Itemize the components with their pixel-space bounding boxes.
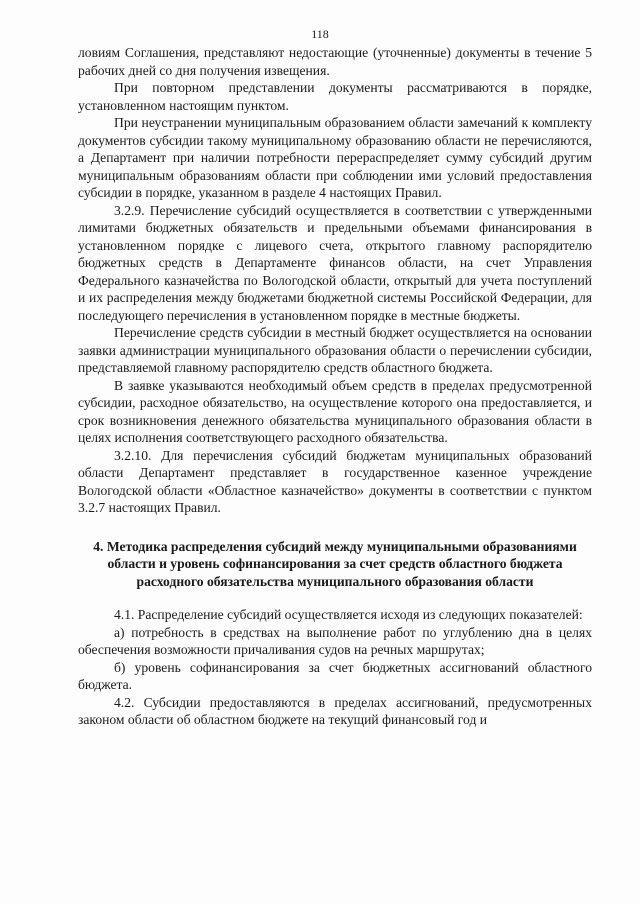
document-body: [78, 44, 592, 729]
list-item: а) потребность в средствах на выполнение работ по углублению дна в целях обеспечения возможности причаливания судов на речных маршрутах;: [78, 624, 592, 657]
paragraph: ловиям Соглашения, представляют недостающие (уточненные) документы в течение 5 рабочих дней со дня получения извещения.: [78, 45, 592, 78]
paragraph: При неустранении муниципальным образованием области замечаний к комплекту документов субсидии такому муниципальному образованию области не перечисляются, а Департамент при наличии потребности перераспределяет сумму субсидий другим муниципальным образованиям области при соблюдении ими условий предоставления субсидии в порядке, указанном в разделе 4 настоящих Правил.: [78, 115, 592, 200]
paragraph: В заявке указываются необходимый объем средств в пределах предусмотренной субсидии, расходное обязательство, на осуществление которого она предоставляется, и срок возникновения денежного обязательства муниципального образования области в целях исполнения соответствующего расходного обязательства.: [78, 377, 592, 445]
page-number: 118: [311, 27, 329, 41]
paragraph: 3.2.10. Для перечисления субсидий бюджетам муниципальных образований области Департамент представляет в государственное казенное учреждение Вологодской области «Областное казначейство» документы в соответствии с пунктом 3.2.7 настоящих Правил.: [78, 447, 592, 515]
section-heading: 4. Методика распределения субсидий между муниципальными образованиями области и уровень софинансирования за счет средств областного бюджета расходного обязательства муниципального образования области: [93, 538, 577, 589]
list-item: б) уровень софинансирования за счет бюджетных ассигнований областного бюджета.: [78, 659, 592, 692]
paragraph: Перечисление средств субсидии в местный бюджет осуществляется на основании заявки администрации муниципального образования области о перечислении субсидии, представляемой главному распорядителю средств областного бюджета.: [78, 325, 592, 375]
paragraph: 4.2. Субсидии предоставляются в пределах ассигнований, предусмотренных законом области об областном бюджете на текущий финансовый год и: [78, 694, 592, 727]
paragraph: 4.1. Распределение субсидий осуществляется исходя из следующих показателей:: [114, 607, 583, 622]
paragraph: При повторном представлении документы рассматриваются в порядке, установленном настоящим пунктом.: [78, 80, 592, 113]
paragraph: 3.2.9. Перечисление субсидий осуществляется в соответствии с утвержденными лимитами бюджетных обязательств и предельными объемами финансирования в установленном порядке с лицевого счета, открытого главному распорядителю бюджетных средств в Департаменте финансов области, на счет Управления Федерального казначейства по Вологодской области, открытый для учета поступлений и их распределения между бюджетами бюджетной системы Российской Федерации, для последующего перечисления в установленном порядке в местные бюджеты.: [78, 202, 592, 323]
